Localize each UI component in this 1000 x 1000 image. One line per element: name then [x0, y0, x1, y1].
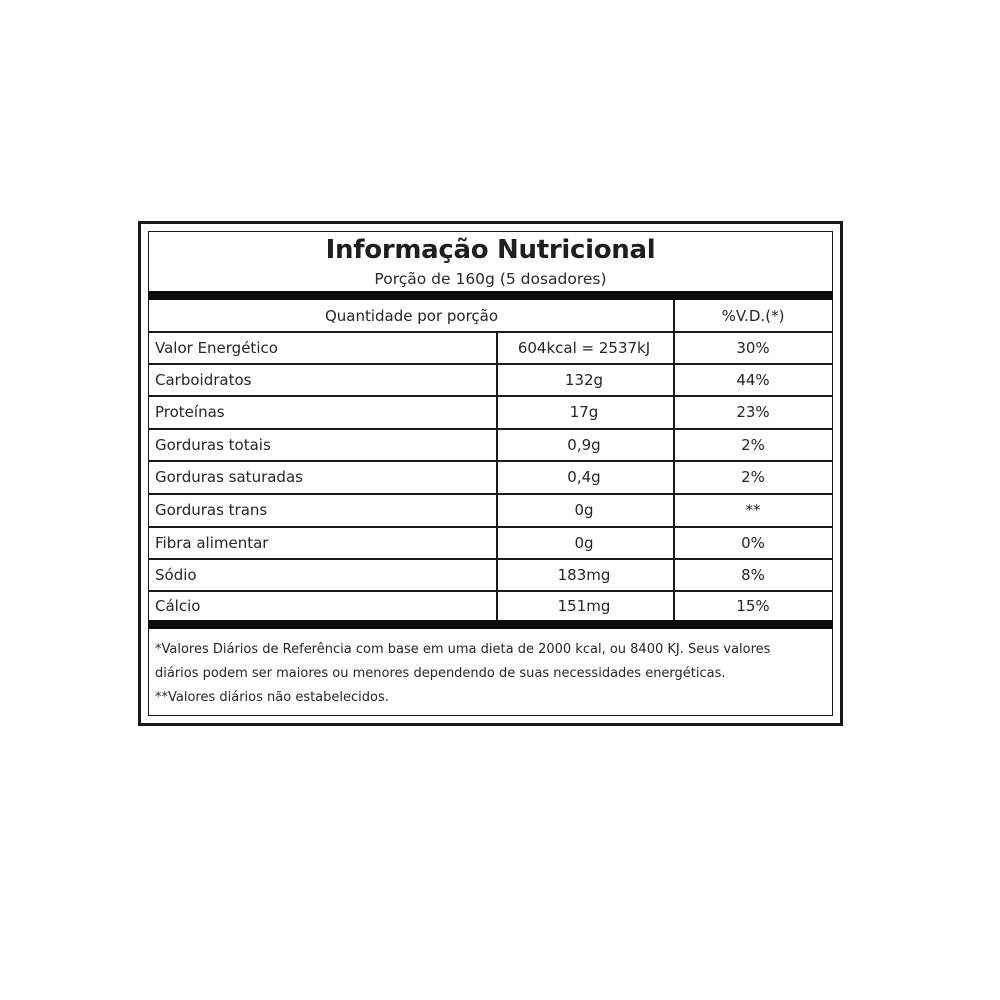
- nutrient-name: Gorduras trans: [155, 501, 268, 519]
- nutrient-amount: 0g: [574, 501, 594, 519]
- thick-divider-bottom: [148, 620, 833, 629]
- nutrient-amount: 0g: [574, 534, 594, 552]
- nutrient-name: Gorduras saturadas: [155, 468, 303, 486]
- nutrient-amount: 0,4g: [567, 468, 601, 486]
- nutrient-amount: 183mg: [557, 566, 611, 584]
- nutrient-daily-value: 8%: [741, 566, 765, 584]
- nutrient-daily-value: 23%: [736, 403, 770, 421]
- nutrient-name: Valor Energético: [155, 339, 278, 357]
- nutrient-amount: 132g: [564, 371, 604, 389]
- nutrient-amount: 0,9g: [567, 436, 601, 454]
- nutrient-name: Fibra alimentar: [155, 534, 269, 552]
- nutrient-daily-value: 44%: [736, 371, 770, 389]
- footnote-line: *Valores Diários de Referência com base em uma dieta de 2000 kcal, ou 8400 KJ. Seus valores: [155, 642, 771, 657]
- nutrient-name: Gorduras totais: [155, 436, 271, 454]
- nutrient-daily-value: 2%: [741, 436, 765, 454]
- header-daily-value: %V.D.(*): [721, 307, 785, 325]
- nutrient-name: Carboidratos: [155, 371, 252, 389]
- nutrient-daily-value: 2%: [741, 468, 765, 486]
- header-quantity: Quantidade por porção: [324, 307, 499, 325]
- nutrient-name: Cálcio: [155, 597, 201, 615]
- nutrient-name: Sódio: [155, 566, 197, 584]
- label-title: Informação Nutricional: [325, 235, 656, 265]
- nutrient-amount: 604kcal = 2537kJ: [517, 339, 651, 357]
- thick-divider-top: [148, 291, 833, 300]
- nutrient-amount: 17g: [569, 403, 599, 421]
- nutrient-daily-value: 15%: [736, 597, 770, 615]
- nutrient-daily-value: 0%: [741, 534, 765, 552]
- footnote-line: **Valores diários não estabelecidos.: [155, 690, 389, 705]
- nutrient-daily-value: **: [745, 501, 761, 519]
- nutrient-amount: 151mg: [557, 597, 611, 615]
- serving-size: Porção de 160g (5 dosadores): [374, 270, 607, 288]
- footnote-line: diários podem ser maiores ou menores dependendo de suas necessidades energéticas.: [155, 666, 726, 681]
- nutrient-daily-value: 30%: [736, 339, 770, 357]
- nutrient-name: Proteínas: [155, 403, 225, 421]
